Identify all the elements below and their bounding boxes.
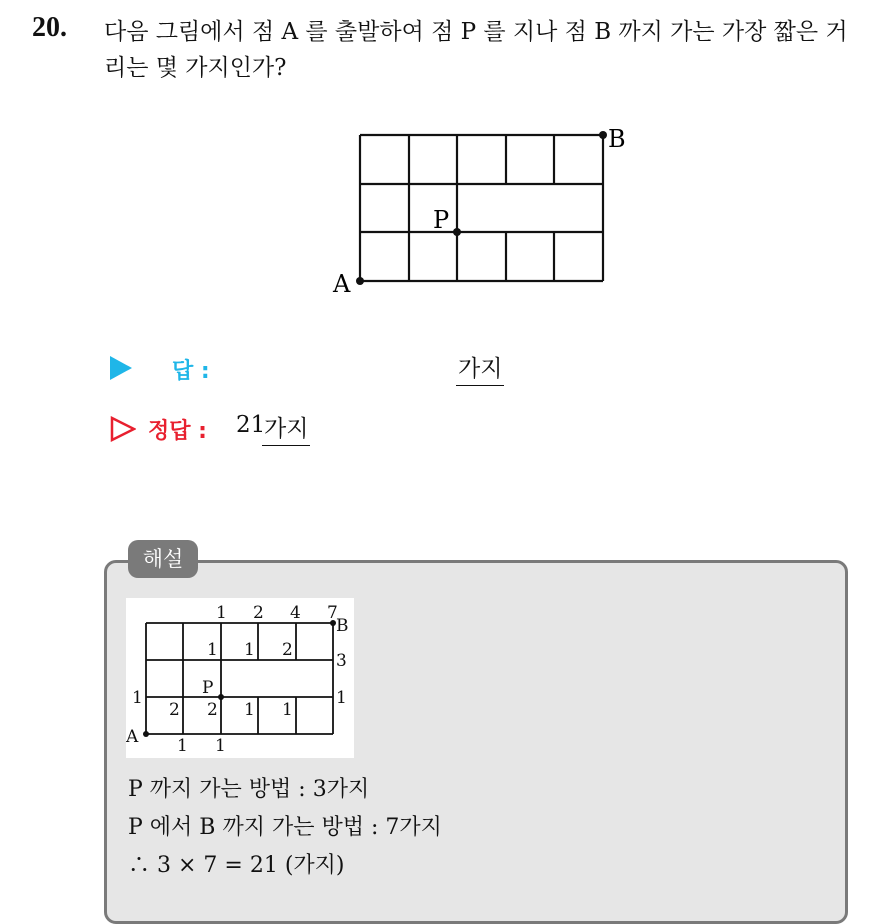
count-row2-1: 2 xyxy=(169,700,180,720)
count-row2-4: 1 xyxy=(282,700,293,720)
grid-figure xyxy=(325,120,645,300)
count-bottom-1: 1 xyxy=(177,736,188,756)
correct-answer-row xyxy=(110,410,510,450)
count-row1-3: 2 xyxy=(282,640,293,660)
correct-answer-unit: 가지 xyxy=(262,410,310,446)
solution-line-3: ∴ 3 × 7 = 21 (가지) xyxy=(128,853,345,878)
sol-point-p xyxy=(218,694,224,700)
question-text: 다음 그림에서 점 A 를 출발하여 점 P 를 지나 점 B 까지 가는 가장 짧은 거리는 몇 가지인가? xyxy=(104,19,848,81)
label-p: P xyxy=(433,206,450,234)
count-row1-1: 1 xyxy=(207,640,218,660)
point-a xyxy=(356,277,364,285)
count-right-2: 1 xyxy=(336,688,347,708)
question-number: 20. xyxy=(32,12,67,43)
play-outline-icon xyxy=(110,416,136,442)
sol-label-b: B xyxy=(336,616,349,636)
answer-row xyxy=(110,350,530,390)
count-row2-2: 2 xyxy=(207,700,218,720)
point-p xyxy=(453,228,461,236)
solution-line-1: P 까지 가는 방법 : 3가지 xyxy=(128,777,370,802)
correct-answer-label: 정답 : xyxy=(148,419,207,444)
label-a: A xyxy=(333,270,351,298)
solution-tab: 해설 xyxy=(128,540,198,578)
count-bottom-2: 1 xyxy=(215,736,226,756)
answer-label: 답 : xyxy=(172,359,210,384)
count-row2-3: 1 xyxy=(244,700,255,720)
sol-label-p: P xyxy=(202,678,214,698)
label-b: B xyxy=(608,125,626,153)
count-top-1: 1 xyxy=(216,603,227,623)
sol-label-a: A xyxy=(126,727,139,747)
count-top-3: 4 xyxy=(290,603,301,623)
solution-figure xyxy=(126,598,354,758)
correct-answer-value: 21 xyxy=(236,412,266,438)
answer-unit: 가지 xyxy=(456,350,504,386)
count-right-1: 3 xyxy=(336,651,347,671)
count-top-4: 7 xyxy=(327,603,338,623)
solution-line-2: P 에서 B 까지 가는 방법 : 7가지 xyxy=(128,815,442,840)
play-icon xyxy=(110,356,132,380)
count-row1-2: 1 xyxy=(244,640,255,660)
grid-lines xyxy=(360,135,603,281)
sol-point-a xyxy=(143,731,149,737)
count-top-2: 2 xyxy=(253,603,264,623)
point-b xyxy=(599,131,607,139)
count-left-1: 1 xyxy=(132,688,143,708)
